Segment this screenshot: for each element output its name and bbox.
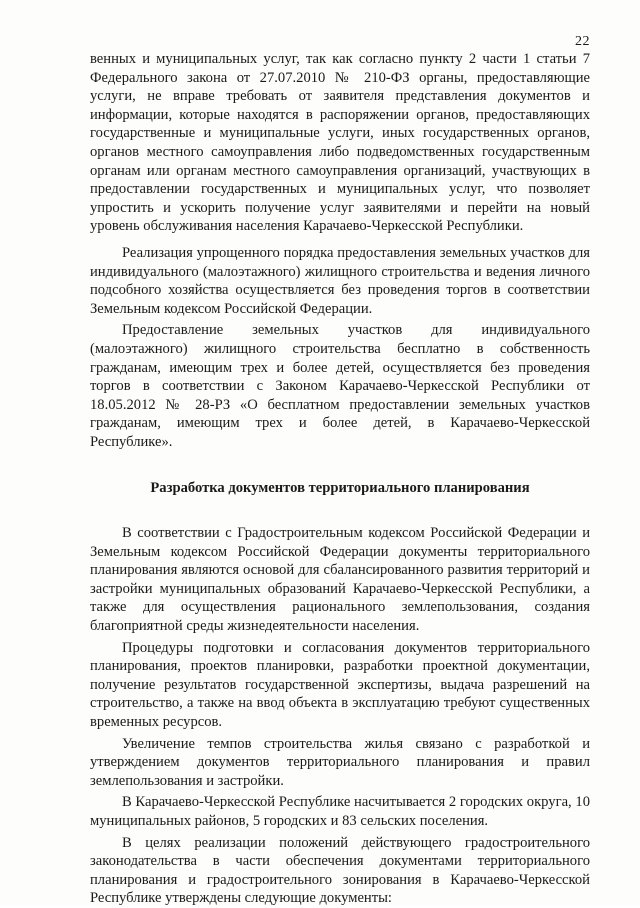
page-number: 22 <box>575 34 590 49</box>
paragraph-continuation: венных и муниципальных услуг, так как согласно пункту 2 части 1 статьи 7 Федерального закона от 27.07.2010 № 210-ФЗ органы, предоставляющие услуги, не вправе требовать от заявителя представления документов и информации, которые находятся в распоряжении органов, предоставляющих государственные и муниципальные услуги, иных государственных органов, органов местного самоуправления либо подведомственных государственным органам или органам местного самоуправления организаций, участвующих в предоставлении государственных и муниципальных услуг, что позволяет упростить и ускорить получение услуг заявителями и перейти на новый уровень обслуживания населения Карачаево-Черкесской Республики. <box>90 51 590 235</box>
section-heading: Разработка документов территориального планирования <box>150 480 530 497</box>
paragraph-land-plots-large-families: Предоставление земельных участков для индивидуального (малоэтажного) жилищного строительства бесплатно в собственность гражданам, имеющим трех и более детей, осуществляется без проведения торгов в соответствии с Законом Карачаево-Черкесской Республики от 18.05.2012 № 28-РЗ «О бесплатном предоставлении земельных участков гражданам, имеющим трех и более детей, в Карачаево-Черкесской Республике». <box>90 322 590 450</box>
paragraph-approved-documents: В целях реализации положений действующего градостроительного законодательства в части обеспечения документами территориального планирования и градостроительного зонирования в Карачаево-Черкесской Республике утверждены следующие документы: <box>90 834 590 907</box>
paragraph-municipalities-count: В Карачаево-Черкесской Республике насчитывается 2 городских округа, 10 муниципальных районов, 5 городских и 83 сельских поселения. <box>90 794 590 829</box>
paragraph-land-plots-simplified: Реализация упрощенного порядка предоставления земельных участков для индивидуального (малоэтажного) жилищного строительства и ведения личного подсобного хозяйства осуществляется без проведения торгов в соответствии Земельным кодексом Российской Федерации. <box>90 244 590 317</box>
paragraph-construction-pace: Увеличение темпов строительства жилья связано с разработкой и утверждением документов территориального планирования и правил землепользования и застройки. <box>90 735 590 789</box>
paragraph-territorial-planning-basis: В соответствии с Градостроительным кодексом Российской Федерации и Земельным кодексом Российской Федерации документы территориального планирования являются основой для сбалансированного развития территорий и застройки муниципальных образований Карачаево-Черкесской Республики, а также для осуществления рационального землепользования, создания благоприятной среды жизнедеятельности населения. <box>90 525 590 635</box>
document-body <box>90 50 590 908</box>
paragraph-procedures: Процедуры подготовки и согласования документов территориального планирования, проектов планировки, разработки проектной документации, получение результатов государственной экспертизы, выдача разрешений на строительство, а также на ввод объекта в эксплуатацию требуют существенных временных ресурсов. <box>90 639 590 730</box>
